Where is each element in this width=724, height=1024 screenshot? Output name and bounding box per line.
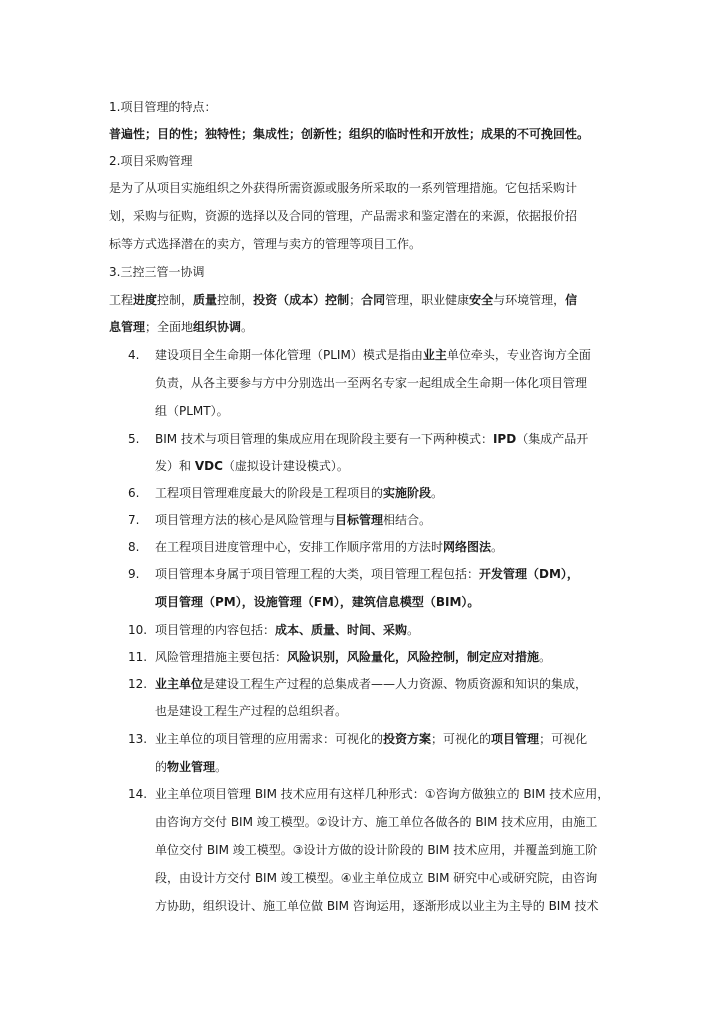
item-number: 5.: [128, 432, 140, 446]
item-8-line-1: 在工程项目进度管理中心，安排工作顺序常用的方法时网络图法。: [155, 540, 504, 554]
item-11-line-1: 风险管理措施主要包括：风险识别，风险量化，风险控制，制定应对措施。: [155, 650, 552, 664]
item-number: 13.: [128, 732, 148, 746]
item-number: 4.: [128, 348, 140, 362]
item-number: 6.: [128, 486, 140, 500]
procurement-line-2: 划，采购与征购，资源的选择以及合同的管理，产品需求和鉴定潜在的来源，依据报价招: [109, 209, 578, 223]
procurement-line-1: 是为了从项目实施组织之外获得所需资源或服务所采取的一系列管理措施。它包括采购计: [109, 181, 578, 195]
features-line: [109, 126, 629, 142]
heading-1: 1.项目管理的特点：: [109, 100, 217, 114]
item-5-line-1: BIM 技术与项目管理的集成应用在现阶段主要有一下两种模式：IPD（集成产品开: [155, 432, 589, 446]
item-12-line-1: 业主单位是建设工程生产过程的总集成者——人力资源、物质资源和知识的集成，: [155, 677, 588, 691]
heading-2: 2.项目采购管理: [109, 154, 193, 168]
item-9-line-2: 项目管理（PM），设施管理（FM），建筑信息模型（BIM）。: [155, 595, 480, 609]
item-number: 8.: [128, 540, 140, 554]
item-14-line-2: 由咨询方交付 BIM 竣工模型。②设计方、施工单位各做各的 BIM 技术应用，由施工: [155, 815, 598, 829]
item-13-line-2: 的物业管理。: [155, 760, 228, 774]
procurement-line-3: 标等方式选择潜在的卖方，管理与卖方的管理等项目工作。: [109, 237, 422, 251]
item-14-line-3: 单位交付 BIM 竣工模型。③设计方做的设计阶段的 BIM 技术应用，并覆盖到施工阶: [155, 843, 598, 857]
item-number: 10.: [128, 623, 148, 637]
heading-3: 3.三控三管一协调: [109, 265, 205, 279]
item-number: 7.: [128, 513, 140, 527]
item-4-line-2: 负责，从各主要参与方中分别选出一至两名专家一起组成全生命期一体化项目管理: [155, 376, 588, 390]
item-6-line-1: 工程项目管理难度最大的阶段是工程项目的实施阶段。: [155, 486, 444, 500]
item-7-line-1: 项目管理方法的核心是风险管理与目标管理相结合。: [155, 513, 432, 527]
item-12-line-2: 也是建设工程生产过程的总组织者。: [155, 704, 348, 718]
features-bold: 普遍性；目的性；独特性；集成性；创新性；组织的临时性和开放性；成果的不可挽回性。: [109, 127, 590, 141]
three-control-line-2: 息管理；全面地组织协调。: [109, 320, 254, 334]
item-14-line-5: 方协助，组织设计、施工单位做 BIM 咨询运用，逐渐形成以业主为主导的 BIM 技术: [155, 899, 599, 913]
item-number: 14.: [128, 787, 148, 801]
item-14-line-1: 业主单位项目管理 BIM 技术应用有这样几种形式：①咨询方做独立的 BIM 技术应用，: [155, 787, 610, 801]
item-number: 12.: [128, 677, 148, 691]
item-13-line-1: 业主单位的项目管理的应用需求：可视化的投资方案；可视化的项目管理；可视化: [155, 732, 588, 746]
item-5-line-2: 发）和 VDC（虚拟设计建设模式）。: [155, 459, 349, 473]
item-4-line-3: 组（PLMT）。: [155, 404, 229, 418]
item-14-line-4: 段，由设计方交付 BIM 竣工模型。④业主单位成立 BIM 研究中心或研究院，由咨询: [155, 871, 598, 885]
item-9-line-1: 项目管理本身属于项目管理工程的大类，项目管理工程包括：开发管理（DM），: [155, 567, 579, 581]
item-number: 11.: [128, 650, 148, 664]
item-4-line-1: 建设项目全生命期一体化管理（PLIM）模式是指由业主单位牵头，专业咨询方全面: [155, 348, 591, 362]
item-10-line-1: 项目管理的内容包括：成本、质量、时间、采购。: [155, 623, 420, 637]
three-control-line-1: 工程进度控制，质量控制，投资（成本）控制；合同管理，职业健康安全与环境管理，信: [109, 293, 578, 307]
item-number: 9.: [128, 567, 140, 581]
